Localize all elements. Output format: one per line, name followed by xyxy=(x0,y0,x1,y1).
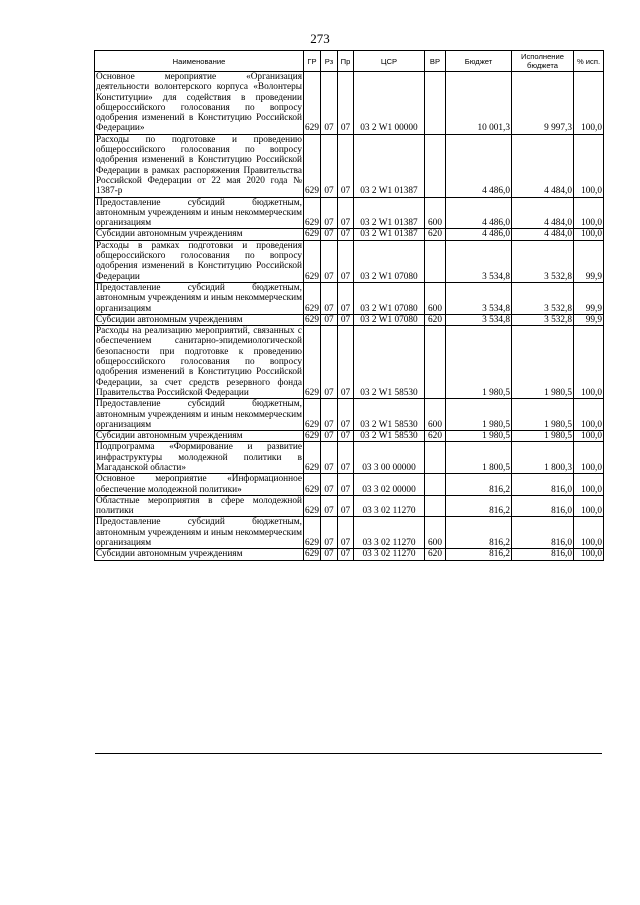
header-vr: ВР xyxy=(425,51,446,72)
row-vr: 620 xyxy=(425,549,446,560)
row-rz: 07 xyxy=(321,549,338,560)
row-csr: 03 3 02 11270 xyxy=(354,495,425,517)
row-vr: 620 xyxy=(425,431,446,442)
row-rz: 07 xyxy=(321,134,338,197)
row-budget: 816,2 xyxy=(446,474,512,496)
header-execution: Исполнение бюджета xyxy=(512,51,574,72)
row-vr xyxy=(425,474,446,496)
footer-divider xyxy=(95,753,602,754)
row-budget: 4 486,0 xyxy=(446,229,512,240)
row-name: Расходы на реализацию мероприятий, связанных с обеспечением санитарно-эпидемиологической безопасности при подготовке к проведению общероссийского голосования по вопросу одобрения изменений в Конституцию Российской Федерации, за счет средств резервного фонда Правительства Российской Федерации xyxy=(96,326,302,398)
row-vr xyxy=(425,495,446,517)
row-execution: 816,0 xyxy=(512,474,574,496)
row-budget: 1 980,5 xyxy=(446,326,512,399)
row-gr: 629 xyxy=(305,431,319,442)
row-csr: 03 2 W1 00000 xyxy=(354,72,425,135)
header-rz: Рз xyxy=(321,51,338,72)
table-row xyxy=(95,240,604,282)
row-execution: 9 997,3 xyxy=(512,72,574,135)
row-name: Субсидии автономным учреждениям xyxy=(95,229,304,240)
header-gr: ГР xyxy=(304,51,321,72)
row-percent: 100,0 xyxy=(574,474,604,496)
row-gr: 629 xyxy=(304,240,321,282)
row-pr: 07 xyxy=(338,240,354,282)
row-execution: 816,0 xyxy=(512,517,574,549)
row-name: Областные мероприятия в сфере молодежной политики xyxy=(96,495,302,517)
row-rz: 07 xyxy=(321,474,338,496)
row-percent: 100,0 xyxy=(574,431,604,442)
row-pr: 07 xyxy=(338,282,354,314)
row-vr xyxy=(425,442,446,474)
row-rz: 07 xyxy=(321,399,338,431)
row-budget: 816,2 xyxy=(446,549,512,560)
row-pr: 07 xyxy=(338,549,354,560)
row-gr: 629 xyxy=(305,549,319,560)
row-csr: 03 3 02 00000 xyxy=(354,474,425,496)
row-budget: 3 534,8 xyxy=(446,282,512,314)
row-execution: 1 800,3 xyxy=(512,442,574,474)
row-rz: 07 xyxy=(321,197,338,229)
row-budget: 1 800,5 xyxy=(446,442,512,474)
row-execution: 3 532,8 xyxy=(512,240,574,282)
row-vr: 620 xyxy=(425,314,446,325)
header-budget: Бюджет xyxy=(446,51,512,72)
row-percent: 99,9 xyxy=(574,282,604,314)
row-pr: 07 xyxy=(338,399,354,431)
row-gr: 629 xyxy=(304,134,321,197)
table-row xyxy=(95,72,604,135)
row-budget: 4 486,0 xyxy=(446,197,512,229)
row-percent: 100,0 xyxy=(574,517,604,549)
row-execution: 3 532,8 xyxy=(512,314,574,325)
row-pr: 07 xyxy=(338,495,354,517)
row-name: Субсидии автономным учреждениям xyxy=(95,431,304,442)
row-execution: 1 980,5 xyxy=(512,431,574,442)
row-vr: 600 xyxy=(425,399,446,431)
row-rz: 07 xyxy=(321,282,338,314)
row-rz: 07 xyxy=(321,229,338,240)
row-rz: 07 xyxy=(321,495,338,517)
table-row xyxy=(95,134,604,197)
row-percent: 100,0 xyxy=(574,399,604,431)
row-percent: 99,9 xyxy=(574,314,604,325)
row-percent: 100,0 xyxy=(574,197,604,229)
row-csr: 03 2 W1 01387 xyxy=(354,229,425,240)
row-execution: 1 980,5 xyxy=(512,326,574,399)
row-pr: 07 xyxy=(338,474,354,496)
row-name: Подпрограмма «Формирование и развитие инфраструктуры молодежной политики в Магаданской области» xyxy=(96,442,302,473)
row-gr: 629 xyxy=(304,442,321,474)
row-rz: 07 xyxy=(321,431,338,442)
budget-table xyxy=(94,50,604,561)
table-body xyxy=(95,72,604,561)
row-percent: 100,0 xyxy=(574,549,604,560)
row-name: Основное мероприятие «Информационное обеспечение молодежной политики» xyxy=(96,474,302,495)
row-gr: 629 xyxy=(304,197,321,229)
row-csr: 03 3 00 00000 xyxy=(354,442,425,474)
row-pr: 07 xyxy=(338,229,354,240)
row-rz: 07 xyxy=(321,314,338,325)
row-execution: 4 484,0 xyxy=(512,134,574,197)
row-gr: 629 xyxy=(304,399,321,431)
table-row xyxy=(95,282,604,314)
row-budget: 1 980,5 xyxy=(446,399,512,431)
row-pr: 07 xyxy=(338,326,354,399)
row-name: Предоставление субсидий бюджетным, автономным учреждениям и иным некоммерческим организациям xyxy=(96,399,302,430)
row-budget: 1 980,5 xyxy=(446,431,512,442)
row-csr: 03 2 W1 58530 xyxy=(354,399,425,431)
row-pr: 07 xyxy=(338,517,354,549)
row-pr: 07 xyxy=(338,72,354,135)
table-row xyxy=(95,314,604,325)
row-percent: 100,0 xyxy=(574,326,604,399)
header-percent: % исп. xyxy=(574,51,604,72)
row-vr xyxy=(425,326,446,399)
row-budget: 3 534,8 xyxy=(446,240,512,282)
row-vr: 600 xyxy=(425,282,446,314)
row-execution: 4 484,0 xyxy=(512,197,574,229)
table-row xyxy=(95,517,604,549)
row-name: Предоставление субсидий бюджетным, автономным учреждениям и иным некоммерческим организациям xyxy=(96,282,302,314)
row-budget: 10 001,3 xyxy=(446,72,512,135)
row-name: Предоставление субсидий бюджетным, автономным учреждениям и иным некоммерческим организациям xyxy=(96,197,302,229)
row-gr: 629 xyxy=(304,517,321,549)
row-vr: 600 xyxy=(425,517,446,549)
row-percent: 100,0 xyxy=(574,134,604,197)
header-csr: ЦСР xyxy=(354,51,425,72)
row-percent: 100,0 xyxy=(574,229,604,240)
row-csr: 03 2 W1 01387 xyxy=(354,134,425,197)
row-name: Субсидии автономным учреждениям xyxy=(95,314,304,325)
row-vr xyxy=(425,134,446,197)
row-budget: 816,2 xyxy=(446,495,512,517)
row-name: Основное мероприятие «Организация деятельности волонтерского корпуса «Волонтеры Конституции» для содействия в проведении общероссийского голосования по вопросу одобрения изменений в Конституцию Российской Федерации» xyxy=(96,72,302,134)
row-rz: 07 xyxy=(321,442,338,474)
row-csr: 03 2 W1 07080 xyxy=(354,314,425,325)
row-percent: 100,0 xyxy=(574,72,604,135)
row-csr: 03 2 W1 58530 xyxy=(354,326,425,399)
row-csr: 03 2 W1 58530 xyxy=(354,431,425,442)
row-gr: 629 xyxy=(305,229,319,240)
table-header xyxy=(95,51,604,72)
row-budget: 816,2 xyxy=(446,517,512,549)
row-name: Расходы в рамках подготовки и проведения общероссийского голосования по вопросу одобрения изменений в Конституцию Российской Федерации xyxy=(96,240,302,282)
page-number: 273 xyxy=(310,31,330,46)
row-vr xyxy=(425,72,446,135)
row-name: Расходы по подготовке и проведению общероссийского голосования по вопросу одобрения изменений в Конституцию Российской Федерации в рамках распоряжения Правительства Российской Федерации от 22 мая 2020 года № 1387-р xyxy=(96,134,302,197)
header-pr: Пр xyxy=(338,51,354,72)
row-name: Предоставление субсидий бюджетным, автономным учреждениям и иным некоммерческим организациям xyxy=(96,517,302,549)
table-row xyxy=(95,474,604,496)
row-percent: 100,0 xyxy=(574,495,604,517)
row-execution: 3 532,8 xyxy=(512,282,574,314)
row-vr: 600 xyxy=(425,197,446,229)
row-pr: 07 xyxy=(338,442,354,474)
row-execution: 816,0 xyxy=(512,495,574,517)
row-gr: 629 xyxy=(304,495,321,517)
table-row xyxy=(95,326,604,399)
row-rz: 07 xyxy=(321,517,338,549)
row-rz: 07 xyxy=(321,240,338,282)
row-vr xyxy=(425,240,446,282)
table-row xyxy=(95,399,604,431)
row-gr: 629 xyxy=(304,474,321,496)
row-execution: 4 484,0 xyxy=(512,229,574,240)
row-budget: 3 534,8 xyxy=(446,314,512,325)
row-percent: 99,9 xyxy=(574,240,604,282)
row-percent: 100,0 xyxy=(574,442,604,474)
row-pr: 07 xyxy=(338,314,354,325)
row-name: Субсидии автономным учреждениям xyxy=(95,549,304,560)
row-execution: 1 980,5 xyxy=(512,399,574,431)
row-gr: 629 xyxy=(304,282,321,314)
row-csr: 03 2 W1 07080 xyxy=(354,282,425,314)
row-execution: 816,0 xyxy=(512,549,574,560)
row-csr: 03 3 02 11270 xyxy=(354,517,425,549)
row-budget: 4 486,0 xyxy=(446,134,512,197)
row-pr: 07 xyxy=(338,431,354,442)
header-name: Наименование xyxy=(95,51,304,72)
table-row xyxy=(95,495,604,517)
table-row xyxy=(95,549,604,560)
row-vr: 620 xyxy=(425,229,446,240)
row-csr: 03 2 W1 01387 xyxy=(354,197,425,229)
row-gr: 629 xyxy=(304,72,321,135)
table-row xyxy=(95,229,604,240)
table-row xyxy=(95,197,604,229)
table-row xyxy=(95,442,604,474)
row-csr: 03 2 W1 07080 xyxy=(354,240,425,282)
row-rz: 07 xyxy=(321,326,338,399)
table-row xyxy=(95,431,604,442)
row-gr: 629 xyxy=(304,326,321,399)
row-rz: 07 xyxy=(321,72,338,135)
row-csr: 03 3 02 11270 xyxy=(354,549,425,560)
row-pr: 07 xyxy=(338,197,354,229)
row-gr: 629 xyxy=(305,314,319,325)
row-pr: 07 xyxy=(338,134,354,197)
